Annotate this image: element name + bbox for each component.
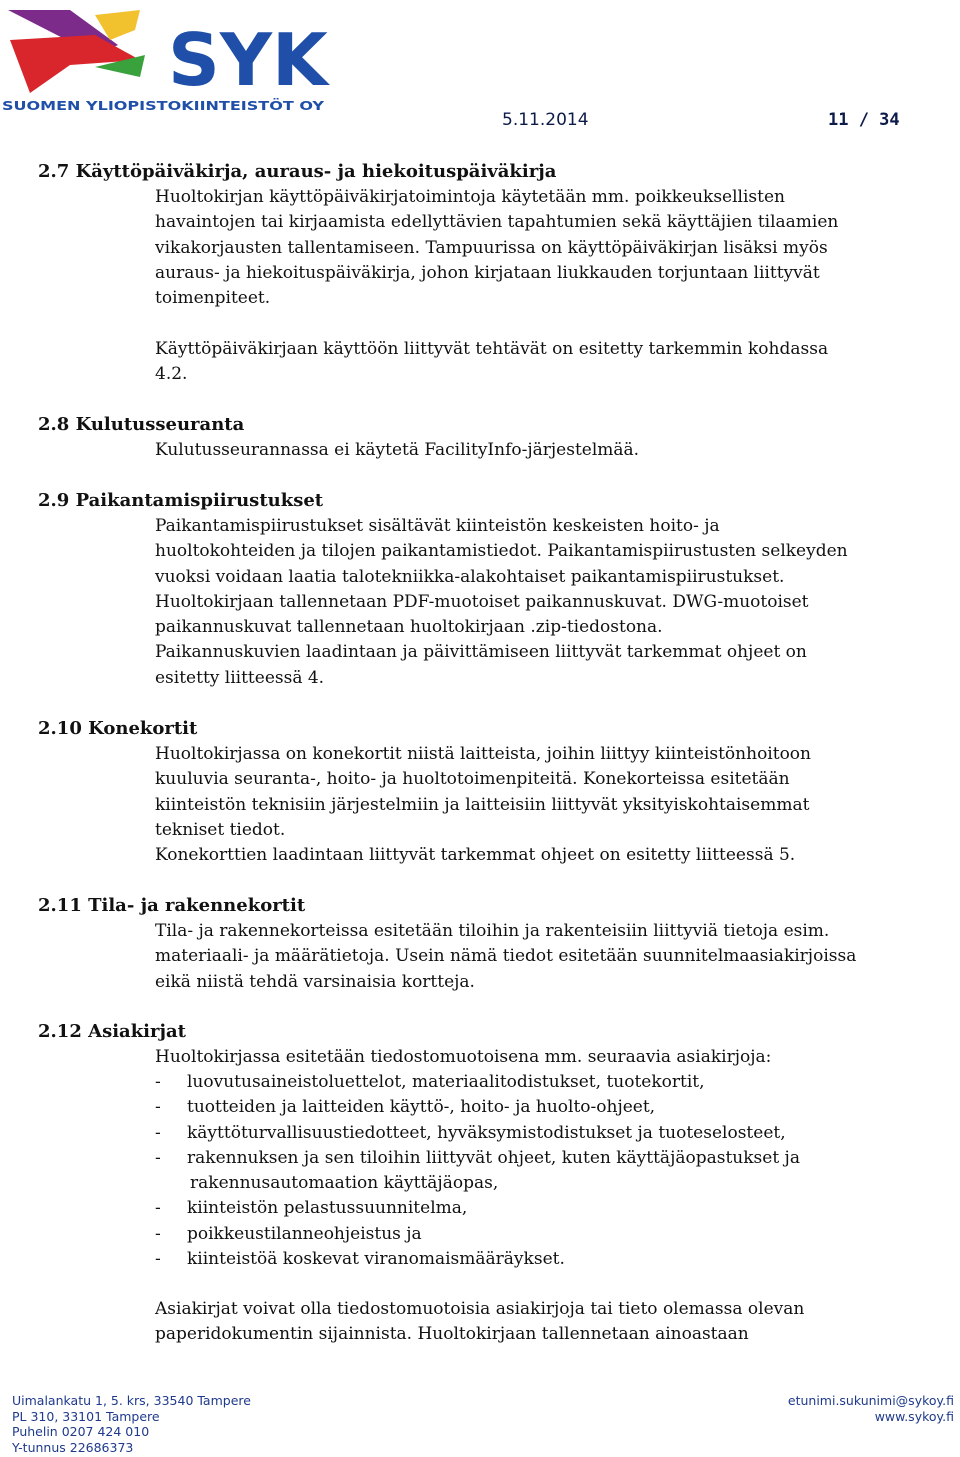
list-item: [155, 1146, 800, 1197]
list-marker: -: [155, 1223, 161, 1244]
section-heading-2-11: 2.11 Tila- ja rakennekortit: [38, 895, 306, 916]
footer-po-box: PL 310, 33101 Tampere: [12, 1408, 160, 1424]
section-2-7-paragraph-1: [155, 185, 838, 311]
text-line: paikannuskuvat tallennetaan huoltokirjaan .zip-tiedostona.: [155, 617, 663, 638]
list-item-text: rakennuksen ja sen tiloihin liittyvät ohjeet, kuten käyttäjäopastukset ja: [187, 1147, 800, 1168]
footer-website[interactable]: www.sykoy.fi: [874, 1408, 954, 1424]
list-item: [155, 1247, 800, 1272]
text-line: Huoltokirjan käyttöpäiväkirjatoimintoja käytetään mm. poikkeuksellisten: [155, 187, 785, 207]
text-line: Huoltokirjassa esitetään tiedostomuotoisena mm. seuraavia asiakirjoja:: [155, 1047, 772, 1067]
text-line: Huoltokirjassa on konekortit niistä laitteista, joihin liittyy kiinteistönhoitoon: [155, 744, 811, 764]
section-heading-2-7: 2.7 Käyttöpäiväkirja, auraus- ja hiekoituspäiväkirja: [38, 161, 557, 182]
list-item: [155, 1095, 800, 1120]
text-line: huoltokohteiden ja tilojen paikantamistiedot. Paikantamispiirustusten selkeyden: [155, 541, 848, 562]
text-line: Tila- ja rakennekorteissa esitetään tiloihin ja rakenteisiin liittyviä tietoja esim.: [155, 921, 830, 941]
section-heading-2-12: 2.12 Asiakirjat: [38, 1021, 186, 1042]
section-heading-2-9: 2.9 Paikantamispiirustukset: [38, 490, 324, 511]
logo-wordmark: SYK: [168, 18, 328, 102]
list-marker: -: [155, 1147, 161, 1168]
footer-phone: Puhelin 0207 424 010: [12, 1424, 150, 1439]
text-line: eikä niistä tehdä varsinaisia kortteja.: [155, 971, 475, 992]
text-line: kuuluvia seuranta-, hoito- ja huoltotoimenpiteitä. Konekorteissa esitetään: [155, 769, 790, 790]
list-item-text: poikkeustilanneohjeistus ja: [187, 1223, 422, 1244]
text-line: paperidokumentin sijainnista. Huoltokirjaan tallennetaan ainoastaan: [155, 1324, 749, 1345]
section-heading-2-8: 2.8 Kulutusseuranta: [38, 414, 245, 435]
page-number: 11 / 34: [828, 110, 900, 130]
footer-address: [12, 1393, 251, 1455]
footer-contact: [788, 1393, 954, 1424]
section-2-12-paragraph-2: [155, 1297, 804, 1348]
list-marker: -: [155, 1072, 161, 1092]
text-line: auraus- ja hiekoituspäiväkirja, johon kirjataan liukkauden torjuntaan liittyvät: [155, 262, 820, 283]
text-line: toimenpiteet.: [155, 288, 271, 309]
text-line: tekniset tiedot.: [155, 819, 286, 840]
list-marker: -: [155, 1249, 161, 1270]
list-item: [155, 1070, 800, 1095]
section-2-8-paragraph-1: [155, 438, 639, 463]
list-item-text: luovutusaineistoluettelot, materiaalitodistukset, tuotekortit,: [187, 1072, 705, 1092]
text-line: vikakorjausten tallentamiseen. Tampuurissa on käyttöpäiväkirjan lisäksi myös: [155, 237, 828, 258]
text-line: Paikannuskuvien laadintaan ja päivittämiseen liittyvät tarkemmat ohjeet on: [155, 642, 807, 663]
list-item-text: tuotteiden ja laitteiden käyttö-, hoito- ja huolto-ohjeet,: [187, 1097, 656, 1118]
section-2-10-paragraph-1: [155, 742, 811, 868]
list-marker: -: [155, 1122, 161, 1143]
section-2-9-paragraph-1: [155, 514, 848, 691]
text-line: havaintojen tai kirjaamista edellyttävien tapahtumien sekä käyttäjien tilaamien: [155, 212, 839, 233]
list-item-text: kiinteistön pelastussuunnitelma,: [187, 1198, 468, 1219]
text-line: Asiakirjat voivat olla tiedostomuotoisia asiakirjoja tai tieto olemassa olevan: [155, 1299, 805, 1319]
section-heading-2-10: 2.10 Konekortit: [38, 718, 198, 739]
document-date: 5.11.2014: [502, 110, 589, 130]
footer-email[interactable]: etunimi.sukunimi@sykoy.fi: [787, 1393, 954, 1408]
list-item-text-continuation: rakennusautomaation käyttäjäopas,: [190, 1173, 499, 1194]
list-item: [155, 1222, 800, 1247]
list-marker: -: [155, 1198, 161, 1219]
list-item-text: kiinteistöä koskevat viranomaismääräykset.: [187, 1249, 565, 1270]
footer-business-id: Y-tunnus 22686373: [12, 1439, 134, 1455]
document-list: [155, 1070, 800, 1272]
section-2-12-intro: [155, 1045, 771, 1070]
list-item: [155, 1196, 800, 1221]
logo-graphic: [0, 5, 330, 115]
list-item-text: käyttöturvallisuustiedotteet, hyväksymistodistukset ja tuoteselosteet,: [187, 1122, 786, 1143]
text-line: 4.2.: [155, 364, 188, 385]
text-line: Käyttöpäiväkirjaan käyttöön liittyvät tehtävät on esitetty tarkemmin kohdassa: [155, 339, 829, 359]
text-line: esitetty liitteessä 4.: [155, 667, 325, 688]
text-line: kiinteistön teknisiin järjestelmiin ja laitteisiin liittyvät yksityiskohtaisemmat: [155, 794, 810, 815]
syk-logo: [0, 5, 330, 115]
section-2-11-paragraph-1: [155, 919, 856, 995]
text-line: vuoksi voidaan laatia talotekniikka-alakohtaiset paikantamispiirustukset.: [155, 566, 785, 587]
text-line: Paikantamispiirustukset sisältävät kiinteistön keskeisten hoito- ja: [155, 516, 720, 536]
list-marker: -: [155, 1097, 161, 1118]
text-line: Huoltokirjaan tallennetaan PDF-muotoiset paikannuskuvat. DWG-muotoiset: [155, 591, 809, 612]
text-line: materiaali- ja määrätietoja. Usein nämä tiedot esitetään suunnitelmaasiakirjoissa: [155, 946, 857, 967]
section-2-7-paragraph-2: [155, 337, 828, 388]
logo-subtitle: SUOMEN YLIOPISTOKIINTEISTÖT OY: [2, 98, 326, 113]
text-line: Kulutusseurannassa ei käytetä FacilityInfo-järjestelmää.: [155, 440, 640, 460]
list-item: [155, 1121, 800, 1146]
text-line: Konekorttien laadintaan liittyvät tarkemmat ohjeet on esitetty liitteessä 5.: [155, 845, 796, 866]
footer-street-address: Uimalankatu 1, 5. krs, 33540 Tampere: [12, 1393, 251, 1408]
